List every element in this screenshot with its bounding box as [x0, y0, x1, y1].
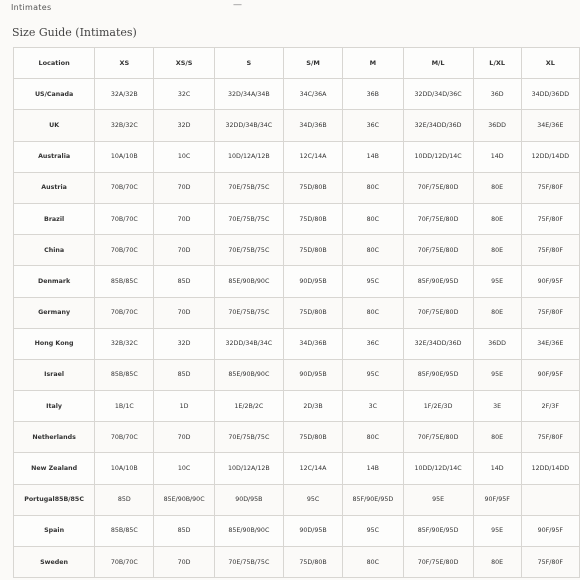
size-cell: 70D — [154, 297, 214, 328]
size-cell: 2F/3F — [521, 391, 579, 422]
size-cell: 85E/90B/90C — [214, 515, 283, 546]
size-cell: 85F/90E/95D — [403, 515, 473, 546]
size-cell: 80C — [343, 235, 403, 266]
column-header: L/XL — [473, 48, 521, 79]
location-cell: Portugal85B/85C — [14, 484, 95, 515]
column-header: M — [343, 48, 403, 79]
size-cell: 80C — [343, 547, 403, 578]
size-cell: 70F/75E/80D — [403, 422, 473, 453]
location-cell: China — [14, 235, 95, 266]
size-cell: 12DD/14DD — [521, 453, 579, 484]
table-row — [14, 235, 580, 266]
location-cell: Spain — [14, 515, 95, 546]
table-row — [14, 203, 580, 234]
size-cell: 1D — [154, 391, 214, 422]
location-cell: Germany — [14, 297, 95, 328]
size-cell: 75F/80F — [521, 297, 579, 328]
size-cell: 90D/95B — [283, 266, 342, 297]
size-cell: 70E/75B/75C — [214, 422, 283, 453]
size-cell: 75F/80F — [521, 547, 579, 578]
size-cell: 70D — [154, 172, 214, 203]
size-cell: 85F/90E/95D — [343, 484, 403, 515]
size-cell: 32B/32C — [95, 110, 154, 141]
size-cell: 70B/70C — [95, 547, 154, 578]
size-cell: 85D — [154, 266, 214, 297]
size-cell: 85B/85C — [95, 266, 154, 297]
size-cell: 85B/85C — [95, 359, 154, 390]
column-header: S — [214, 48, 283, 79]
size-cell: 85E/90B/90C — [154, 484, 214, 515]
size-cell: 70F/75E/80D — [403, 235, 473, 266]
size-cell: 36DD — [473, 110, 521, 141]
table-row — [14, 328, 580, 359]
size-cell: 95E — [403, 484, 473, 515]
size-cell: 70E/75B/75C — [214, 547, 283, 578]
size-cell: 32D/34A/34B — [214, 79, 283, 110]
size-cell: 70F/75E/80D — [403, 203, 473, 234]
size-cell: 85F/90E/95D — [403, 359, 473, 390]
size-cell: 70B/70C — [95, 422, 154, 453]
size-cell: 12DD/14DD — [521, 141, 579, 172]
page-title: Size Guide (Intimates) — [12, 26, 137, 39]
size-cell: 75D/80B — [283, 172, 342, 203]
location-cell: Denmark — [14, 266, 95, 297]
size-cell: 10C — [154, 141, 214, 172]
location-cell: Austria — [14, 172, 95, 203]
table-row — [14, 172, 580, 203]
size-cell: 32D — [154, 328, 214, 359]
size-cell: 95C — [343, 515, 403, 546]
column-header: XS/S — [154, 48, 214, 79]
size-cell: 32E/34DD/36D — [403, 110, 473, 141]
size-cell: 34D/36B — [283, 110, 342, 141]
size-cell: 80E — [473, 297, 521, 328]
size-cell: 32C — [154, 79, 214, 110]
size-cell: 75D/80B — [283, 235, 342, 266]
size-cell: 70B/70C — [95, 203, 154, 234]
size-cell: 14D — [473, 453, 521, 484]
size-cell: 85B/85C — [95, 515, 154, 546]
size-cell: 14B — [343, 141, 403, 172]
size-cell: 70B/70C — [95, 235, 154, 266]
size-cell: 34D/36B — [283, 328, 342, 359]
size-cell: 10DD/12D/14C — [403, 141, 473, 172]
column-header: Location — [14, 48, 95, 79]
size-cell: 90F/95F — [521, 359, 579, 390]
column-header: M/L — [403, 48, 473, 79]
size-cell: 12C/14A — [283, 453, 342, 484]
table-row — [14, 266, 580, 297]
section-header[interactable] — [0, 0, 580, 18]
size-cell: 14D — [473, 141, 521, 172]
size-cell: 70D — [154, 547, 214, 578]
size-cell: 90F/95F — [521, 515, 579, 546]
location-cell: New Zealand — [14, 453, 95, 484]
size-cell: 70F/75E/80D — [403, 172, 473, 203]
size-cell: 90D/95B — [283, 515, 342, 546]
size-cell: 36B — [343, 79, 403, 110]
size-cell: 1F/2E/3D — [403, 391, 473, 422]
location-cell: Netherlands — [14, 422, 95, 453]
size-cell: 75D/80B — [283, 422, 342, 453]
size-cell: 80C — [343, 297, 403, 328]
table-header-row — [14, 48, 580, 79]
size-cell: 70E/75B/75C — [214, 172, 283, 203]
section-label: Intimates — [11, 3, 52, 12]
size-cell: 70E/75B/75C — [214, 235, 283, 266]
location-cell: Italy — [14, 391, 95, 422]
size-cell: 10A/10B — [95, 141, 154, 172]
size-cell: 80E — [473, 172, 521, 203]
size-cell: 70B/70C — [95, 297, 154, 328]
size-cell: 85E/90B/90C — [214, 359, 283, 390]
size-cell: 36D — [473, 79, 521, 110]
size-cell: 75F/80F — [521, 235, 579, 266]
size-cell: 95C — [343, 266, 403, 297]
location-cell: Hong Kong — [14, 328, 95, 359]
location-cell: US/Canada — [14, 79, 95, 110]
size-cell: 32DD/34D/36C — [403, 79, 473, 110]
size-cell: 32A/32B — [95, 79, 154, 110]
size-cell — [521, 484, 579, 515]
size-cell: 95C — [343, 359, 403, 390]
size-cell: 32E/34DD/36D — [403, 328, 473, 359]
size-cell: 70F/75E/80D — [403, 547, 473, 578]
table-row — [14, 141, 580, 172]
location-cell: Israel — [14, 359, 95, 390]
size-cell: 34C/36A — [283, 79, 342, 110]
size-cell: 32D — [154, 110, 214, 141]
size-cell: 85D — [154, 359, 214, 390]
table-row — [14, 297, 580, 328]
size-cell: 70D — [154, 203, 214, 234]
size-cell: 70F/75E/80D — [403, 297, 473, 328]
size-cell: 85E/90B/90C — [214, 266, 283, 297]
size-cell: 12C/14A — [283, 141, 342, 172]
size-cell: 80E — [473, 547, 521, 578]
size-cell: 70E/75B/75C — [214, 203, 283, 234]
size-cell: 75F/80F — [521, 422, 579, 453]
size-cell: 95E — [473, 359, 521, 390]
size-cell: 95E — [473, 266, 521, 297]
size-cell: 85F/90E/95D — [403, 266, 473, 297]
table-row — [14, 453, 580, 484]
size-cell: 36C — [343, 110, 403, 141]
size-cell: 10D/12A/12B — [214, 141, 283, 172]
table-row — [14, 547, 580, 578]
size-cell: 14B — [343, 453, 403, 484]
table-row — [14, 79, 580, 110]
size-cell: 2D/3B — [283, 391, 342, 422]
size-cell: 34DD/36DD — [521, 79, 579, 110]
size-cell: 80C — [343, 203, 403, 234]
location-cell: Sweden — [14, 547, 95, 578]
table-row — [14, 110, 580, 141]
table-row — [14, 484, 580, 515]
size-cell: 10A/10B — [95, 453, 154, 484]
size-cell: 90F/95F — [521, 266, 579, 297]
table-row — [14, 515, 580, 546]
size-cell: 32DD/34B/34C — [214, 328, 283, 359]
size-cell: 1B/1C — [95, 391, 154, 422]
size-cell: 3E — [473, 391, 521, 422]
table-row — [14, 359, 580, 390]
size-cell: 80E — [473, 203, 521, 234]
size-cell: 75F/80F — [521, 203, 579, 234]
size-cell: 70D — [154, 422, 214, 453]
size-cell: 80C — [343, 172, 403, 203]
size-cell: 36C — [343, 328, 403, 359]
size-cell: 75D/80B — [283, 547, 342, 578]
size-cell: 34E/36E — [521, 328, 579, 359]
size-cell: 85D — [154, 515, 214, 546]
size-cell: 90D/95B — [214, 484, 283, 515]
size-cell: 75F/80F — [521, 172, 579, 203]
size-cell: 75D/80B — [283, 297, 342, 328]
size-cell: 75D/80B — [283, 203, 342, 234]
location-cell: Australia — [14, 141, 95, 172]
size-cell: 80E — [473, 235, 521, 266]
size-cell: 85D — [95, 484, 154, 515]
column-header: S/M — [283, 48, 342, 79]
size-cell: 80E — [473, 422, 521, 453]
size-cell: 1E/2B/2C — [214, 391, 283, 422]
size-cell: 95C — [283, 484, 342, 515]
column-header: XS — [95, 48, 154, 79]
size-cell: 70E/75B/75C — [214, 297, 283, 328]
table-row — [14, 391, 580, 422]
collapse-icon[interactable]: — — [233, 0, 242, 10]
size-cell: 80C — [343, 422, 403, 453]
size-cell: 32DD/34B/34C — [214, 110, 283, 141]
size-cell: 32B/32C — [95, 328, 154, 359]
size-cell: 34E/36E — [521, 110, 579, 141]
size-cell: 10C — [154, 453, 214, 484]
size-guide-table — [13, 47, 580, 578]
size-cell: 70B/70C — [95, 172, 154, 203]
size-cell: 90D/95B — [283, 359, 342, 390]
table-row — [14, 422, 580, 453]
size-cell: 10D/12A/12B — [214, 453, 283, 484]
size-cell: 95E — [473, 515, 521, 546]
column-header: XL — [521, 48, 579, 79]
size-cell: 90F/95F — [473, 484, 521, 515]
location-cell: UK — [14, 110, 95, 141]
location-cell: Brazil — [14, 203, 95, 234]
size-cell: 10DD/12D/14C — [403, 453, 473, 484]
size-cell: 36DD — [473, 328, 521, 359]
size-cell: 3C — [343, 391, 403, 422]
size-cell: 70D — [154, 235, 214, 266]
